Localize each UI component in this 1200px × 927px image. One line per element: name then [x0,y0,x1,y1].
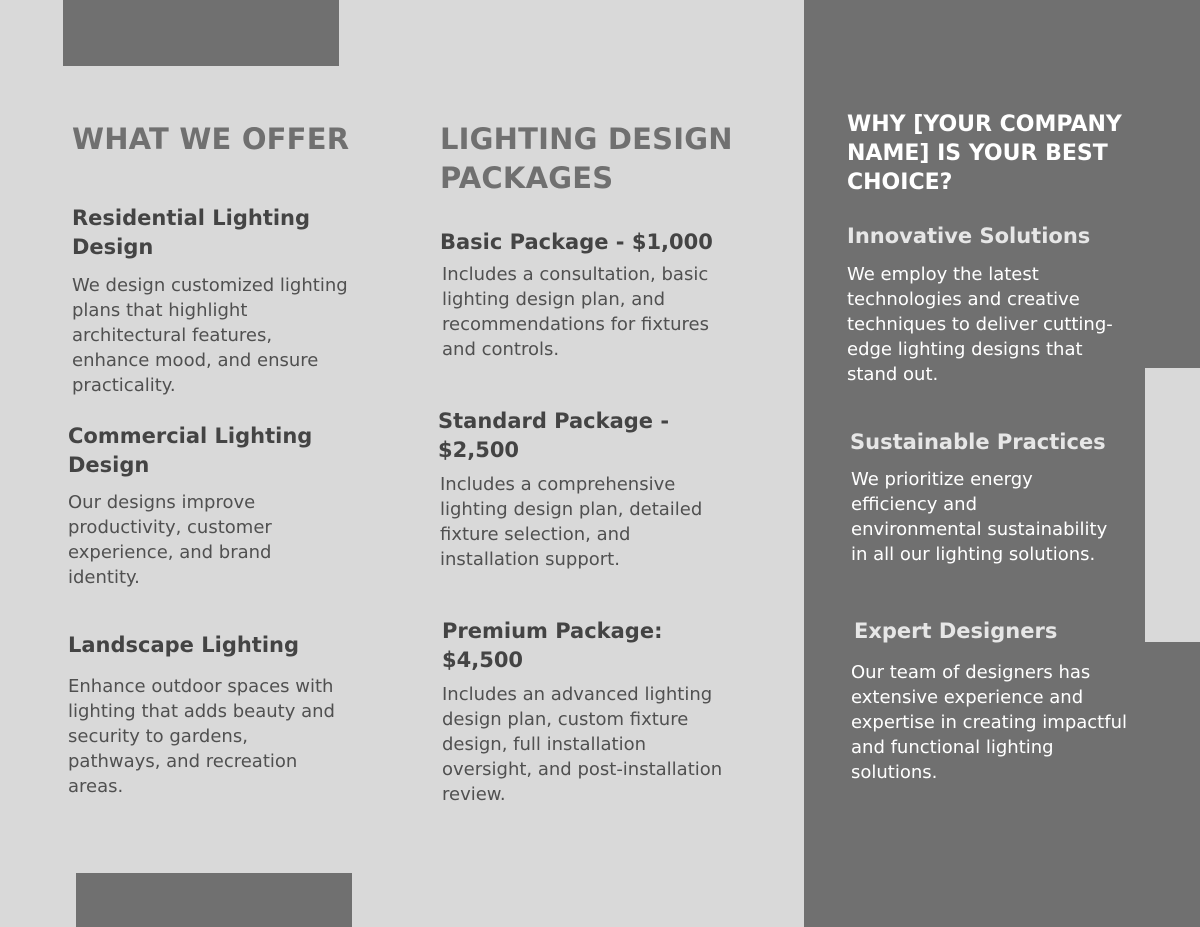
expert-designers-heading: Expert Designers [854,619,1058,643]
basic-package-text: Includes a consultation, basic lighting design plan, and recommendations for fixtures and controls. [442,264,709,360]
standard-package-heading: Standard Package - $2,500 [438,409,670,462]
commercial-lighting-text: Our designs improve productivity, customer experience, and brand identity. [68,492,272,588]
premium-package-heading: Premium Package: $4,500 [442,619,663,672]
basic-package-heading: Basic Package - $1,000 [440,230,713,254]
right-edge-strip [1145,368,1200,642]
lighting-design-packages-title: LIGHTING DESIGN PACKAGES [440,122,733,195]
top-left-decor-block [63,0,339,66]
innovative-solutions-text: We employ the latest technologies and creative techniques to deliver cutting-edge lighting designs that stand out. [847,264,1113,385]
bottom-left-decor-block [76,873,352,927]
sustainable-practices-text: We prioritize energy efficiency and environmental sustainability in all our lighting solutions. [851,469,1108,565]
why-choose-us-title: WHY [YOUR COMPANY NAME] IS YOUR BEST CHOICE? [847,112,1122,195]
innovative-solutions-heading: Innovative Solutions [847,224,1091,248]
sustainable-practices-heading: Sustainable Practices [850,430,1106,454]
what-we-offer-title: WHAT WE OFFER [72,122,350,156]
expert-designers-text: Our team of designers has extensive experience and expertise in creating impactful and functional lighting solutions. [851,662,1127,783]
premium-package-text: Includes an advanced lighting design plan, custom fixture design, full installation oversight, and post-installation review. [442,684,723,805]
residential-lighting-text: We design customized lighting plans that highlight architectural features, enhance mood, and ensure practicality. [72,275,348,396]
residential-lighting-heading: Residential Lighting Design [72,206,311,259]
commercial-lighting-heading: Commercial Lighting Design [68,424,313,477]
standard-package-text: Includes a comprehensive lighting design plan, detailed fixture selection, and installation support. [440,474,703,570]
landscape-lighting-heading: Landscape Lighting [68,633,300,657]
landscape-lighting-text: Enhance outdoor spaces with lighting that adds beauty and security to gardens, pathways, and recreation areas. [68,676,335,797]
